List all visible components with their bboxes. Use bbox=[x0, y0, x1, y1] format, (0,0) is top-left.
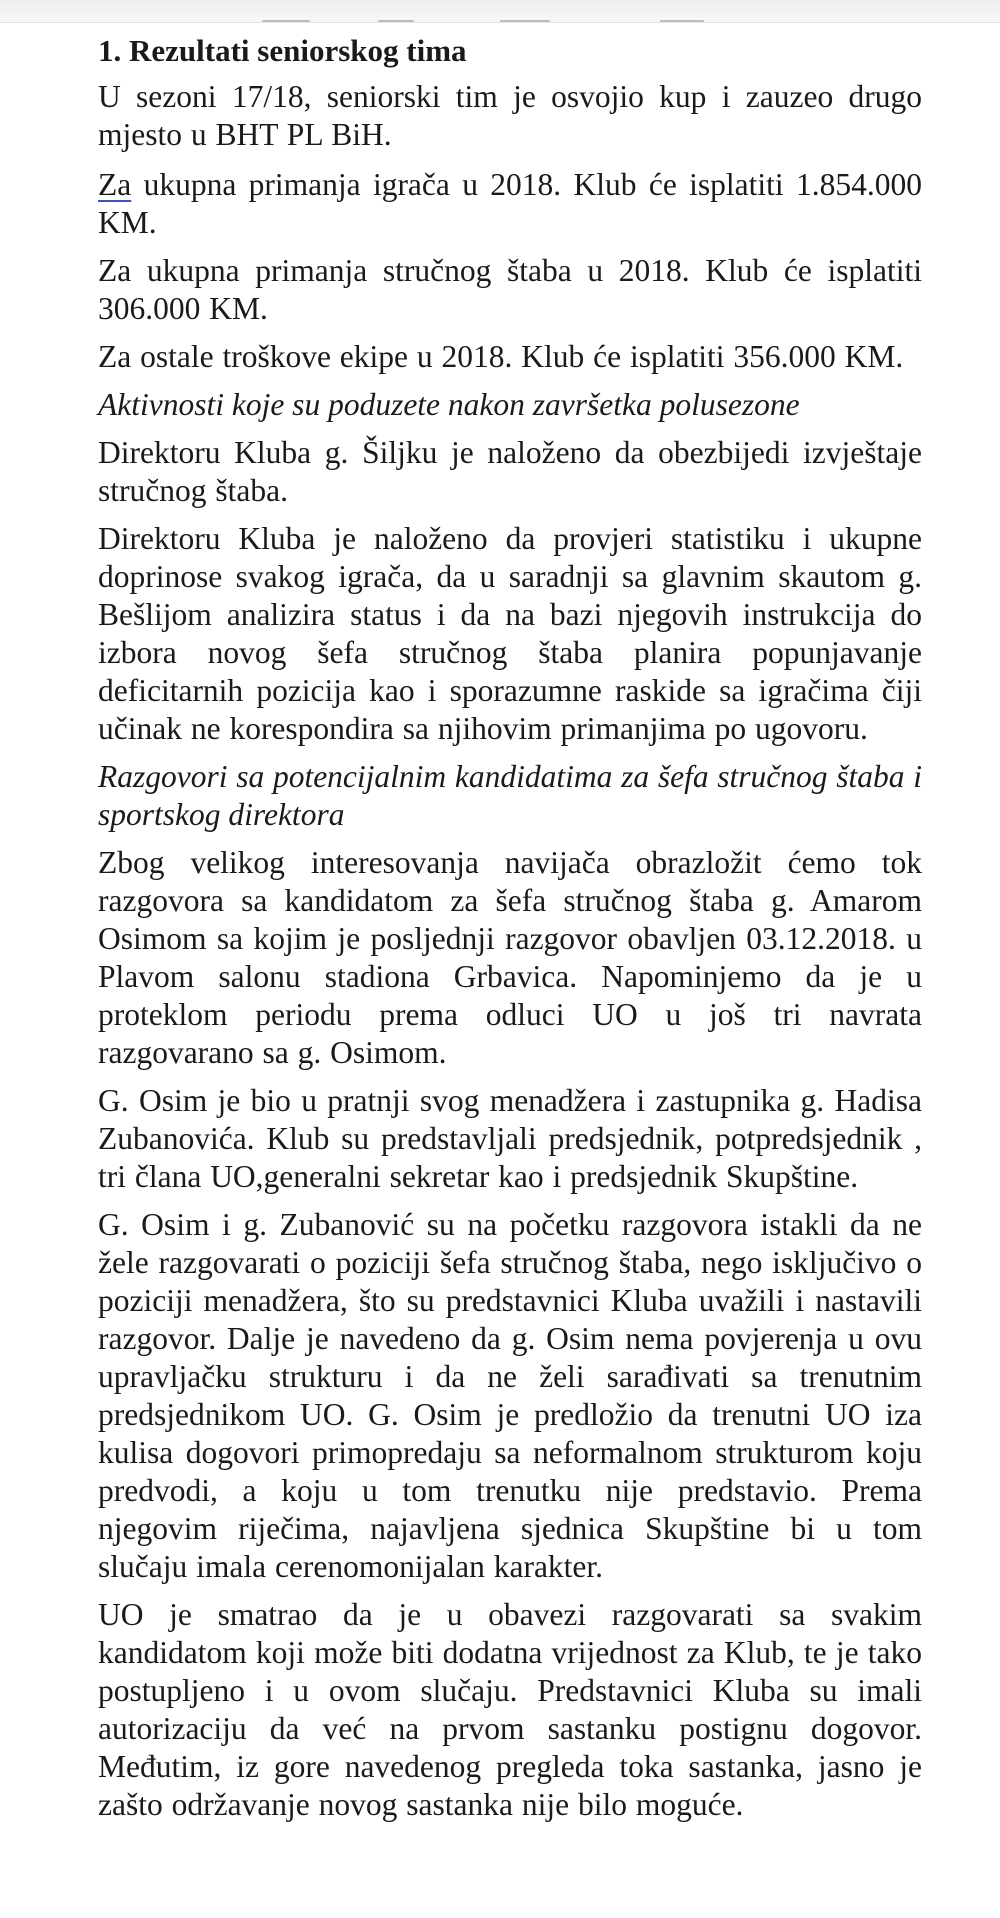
previous-page-text-remnant bbox=[378, 20, 414, 22]
paragraph-meeting-content: G. Osim i g. Zubanović su na početku razgovora istakli da ne žele razgovarati o poziciji šefa stručnog štaba, nego isključivo o poziciji menadžera, što su predstavnici Kluba uvažili i nastavili razgovor. Dalje je navedeno da g. Osim nema povjerenja u ovu upravljačku strukturu i da ne želi sarađivati sa trenutnim predsjednikom UO. G. Osim je predložio da trenutni UO iza kulisa dogovori primopredaju sa neformalnom strukturom koju predvodi, a koju u tom trenutku nije predstavio. Prema njegovim riječima, najavljena sjednica Skupštine bi u tom slučaju imala cerenomonijalan karakter. bbox=[98, 1207, 922, 1584]
top-page-edge bbox=[0, 0, 1000, 23]
previous-page-text-remnant bbox=[262, 20, 310, 22]
paragraph-season-result: U sezoni 17/18, seniorski tim je osvojio kup i zauzeo drugo mjesto u BHT PL BiH. bbox=[98, 79, 922, 152]
paragraph-staff-salaries: Za ukupna primanja stručnog štaba u 2018. Klub će isplatiti 306.000 KM. bbox=[98, 253, 922, 326]
document-body bbox=[98, 32, 922, 1834]
spellcheck-underlined-word: Za bbox=[98, 167, 132, 202]
paragraph-director-reports: Direktoru Kluba g. Šiljku je naloženo da obezbijedi izvještaje stručnog štaba. bbox=[98, 435, 922, 508]
paragraph-player-salaries bbox=[98, 166, 922, 242]
section-heading: 1. Rezultati seniorskog tima bbox=[98, 33, 467, 68]
paragraph-player-salaries-text: ukupna primanja igrača u 2018. Klub će isplatiti 1.854.000 KM. bbox=[98, 167, 922, 240]
paragraph-board-conclusion: UO je smatrao da je u obavezi razgovarati sa svakim kandidatom koji može biti dodatna vrijednost za Klub, te je tako postupljeno i u ovom slučaju. Predstavnici Kluba su imali autorizaciju da već na prvom sastanku postignu dogovor. Međutim, iz gore navedenog pregleda toka sastanka, jasno je zašto održavanje novog sastanka nije bilo moguće. bbox=[98, 1597, 922, 1822]
paragraph-meeting-attendees: G. Osim je bio u pratnji svog menadžera i zastupnika g. Hadisa Zubanovića. Klub su predstavljali predsjednik, potpredsjednik , tri člana UO,generalni sekretar kao i predsjednik Skupštine. bbox=[98, 1083, 922, 1194]
paragraph-director-statistics: Direktoru Kluba je naloženo da provjeri statistiku i ukupne doprinose svakog igrača, da u saradnji sa glavnim skautom g. Bešlijom analizira status i da na bazi njegovih instrukcija do izbora novog šefa stručnog štaba planira popunjavanje deficitarnih pozicija kao i sporazumne raskide sa igračima čiji učinak ne korespondira sa njihovim primanjima po ugovoru. bbox=[98, 521, 922, 746]
paragraph-osim-talks: Zbog velikog interesovanja navijača obrazložit ćemo tok razgovora sa kandidatom za šefa stručnog štaba g. Amarom Osimom sa kojim je posljednji razgovor obavljen 03.12.2018. u Plavom salonu stadiona Grbavica. Napominjemo da je u proteklom periodu prema odluci UO u još tri navrata razgovarano sa g. Osimom. bbox=[98, 845, 922, 1070]
subheading-activities: Aktivnosti koje su poduzete nakon završetka polusezone bbox=[98, 387, 800, 422]
subheading-candidate-talks: Razgovori sa potencijalnim kandidatima za šefa stručnog štaba i sportskog direktora bbox=[98, 759, 922, 832]
paragraph-team-costs: Za ostale troškove ekipe u 2018. Klub će isplatiti 356.000 KM. bbox=[98, 339, 904, 374]
previous-page-text-remnant bbox=[660, 20, 704, 22]
previous-page-text-remnant bbox=[500, 20, 550, 22]
